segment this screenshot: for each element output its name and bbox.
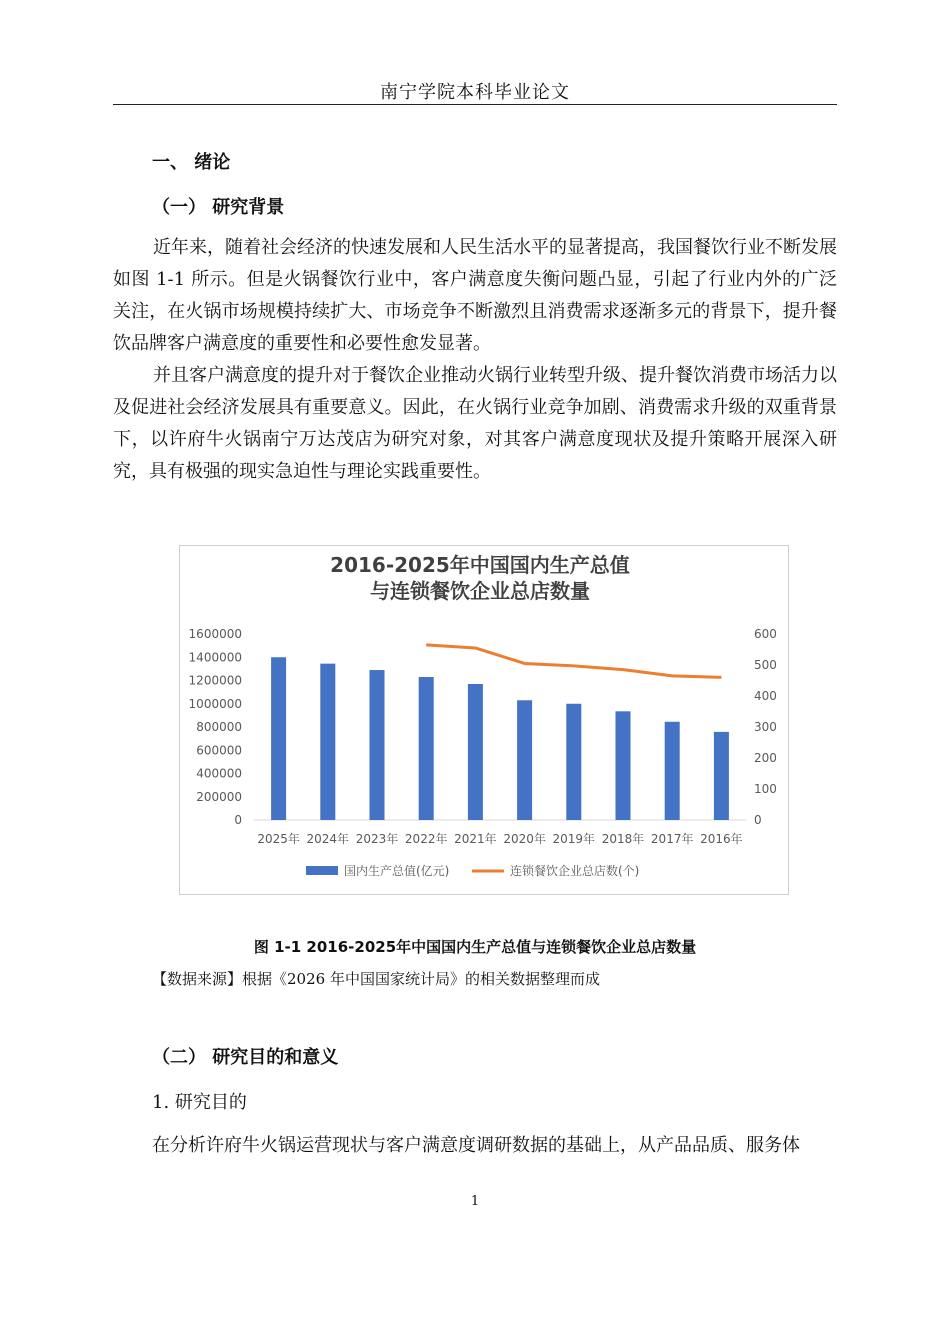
y-left-tick-label: 1600000 bbox=[188, 627, 242, 641]
page-header-title: 南宁学院本科毕业论文 bbox=[380, 82, 570, 103]
figure-source: 【数据来源】根据《2026 年中国国家统计局》的相关数据整理而成 bbox=[152, 970, 600, 988]
x-tick-label: 2022年 bbox=[404, 832, 448, 846]
section-heading-introduction: 一、 绪论 bbox=[152, 152, 231, 173]
bar-gdp bbox=[320, 664, 335, 820]
paragraph-background-1: 近年来，随着社会经济的快速发展和人民生活水平的显著提高，我国餐饮行业不断发展如图 1-1 所示。但是火锅餐饮行业中，客户满意度失衡问题凸显，引起了行业内外的广泛关注，在火锅市场规模持续扩大、市场竞争不断激烈且消费需求逐渐多元的背景下，提升餐饮品牌客户满意度的重要性和必要性愈发显著。 bbox=[113, 237, 837, 354]
bar-gdp bbox=[517, 700, 532, 820]
bar-gdp bbox=[271, 657, 286, 820]
chart-legend bbox=[306, 863, 639, 878]
paragraph-purpose-1: 在分析许府牛火锅运营现状与客户满意度调研数据的基础上，从产品品质、服务体 bbox=[152, 1135, 800, 1156]
bar-gdp bbox=[468, 684, 483, 820]
y-left-tick-label: 400000 bbox=[196, 766, 242, 781]
figure-chart bbox=[179, 545, 789, 895]
chart-title-line1: 2016-2025年中国国内生产总值 bbox=[330, 553, 630, 577]
legend-swatch-gdp bbox=[306, 866, 338, 875]
page-header-rule bbox=[113, 104, 837, 105]
x-tick-label: 2017年 bbox=[650, 832, 694, 846]
paragraph-background-2: 并且客户满意度的提升对于餐饮企业推动火锅行业转型升级、提升餐饮消费市场活力以及促进社会经济发展具有重要意义。因此，在火锅行业竞争加剧、消费需求升级的双重背景下，以许府牛火锅南宁万达茂店为研究对象，对其客户满意度现状及提升策略开展深入研究，具有极强的现实急迫性与理论实践重要性。 bbox=[113, 365, 837, 482]
y-left-tick-label: 0 bbox=[234, 813, 242, 827]
bar-gdp bbox=[714, 732, 729, 820]
subsection-heading-background: （一） 研究背景 bbox=[152, 197, 285, 218]
bar-gdp bbox=[566, 704, 581, 820]
bar-gdp bbox=[616, 711, 631, 820]
x-tick-label: 2024年 bbox=[306, 832, 350, 846]
x-tick-label: 2025年 bbox=[257, 832, 300, 846]
y-left-tick-label: 1400000 bbox=[188, 650, 242, 665]
y-right-tick-label: 600 bbox=[754, 627, 777, 641]
legend-label-stores: 连锁餐饮企业总店数(个) bbox=[510, 864, 640, 878]
legend-label-gdp: 国内生产总值(亿元) bbox=[344, 864, 450, 878]
y-left-tick-label: 800000 bbox=[196, 720, 242, 734]
chart-title-line2: 与连锁餐饮企业总店数量 bbox=[370, 579, 590, 603]
y-right-tick-label: 100 bbox=[754, 782, 777, 796]
y-right-tick-label: 200 bbox=[754, 751, 777, 765]
y-left-tick-label: 1000000 bbox=[188, 696, 242, 711]
y-right-tick-label: 300 bbox=[754, 720, 777, 734]
y-left-tick-label: 200000 bbox=[196, 789, 242, 804]
x-tick-label: 2023年 bbox=[355, 832, 399, 846]
page-number: 1 bbox=[470, 1194, 480, 1209]
chart-svg bbox=[180, 546, 788, 894]
x-tick-label: 2021年 bbox=[454, 832, 497, 846]
y-left-tick-label: 600000 bbox=[196, 743, 242, 758]
y-right-tick-label: 0 bbox=[754, 813, 762, 827]
bar-gdp bbox=[419, 677, 434, 820]
y-left-tick-label: 1200000 bbox=[188, 673, 242, 688]
bar-gdp bbox=[665, 722, 680, 820]
x-tick-label: 2016年 bbox=[700, 832, 743, 846]
sub-heading-research-purpose: 1. 研究目的 bbox=[152, 1092, 247, 1113]
x-tick-label: 2019年 bbox=[552, 832, 596, 846]
subsection-heading-purpose: （二） 研究目的和意义 bbox=[152, 1047, 339, 1068]
y-right-tick-label: 500 bbox=[754, 658, 777, 672]
y-right-tick-label: 400 bbox=[754, 689, 777, 703]
x-tick-label: 2018年 bbox=[601, 832, 645, 846]
figure-caption: 图 1-1 2016-2025年中国国内生产总值与连锁餐饮企业总店数量 bbox=[253, 938, 697, 956]
bar-gdp bbox=[370, 670, 385, 820]
line-store-count bbox=[426, 645, 721, 678]
x-tick-label: 2020年 bbox=[503, 832, 546, 846]
